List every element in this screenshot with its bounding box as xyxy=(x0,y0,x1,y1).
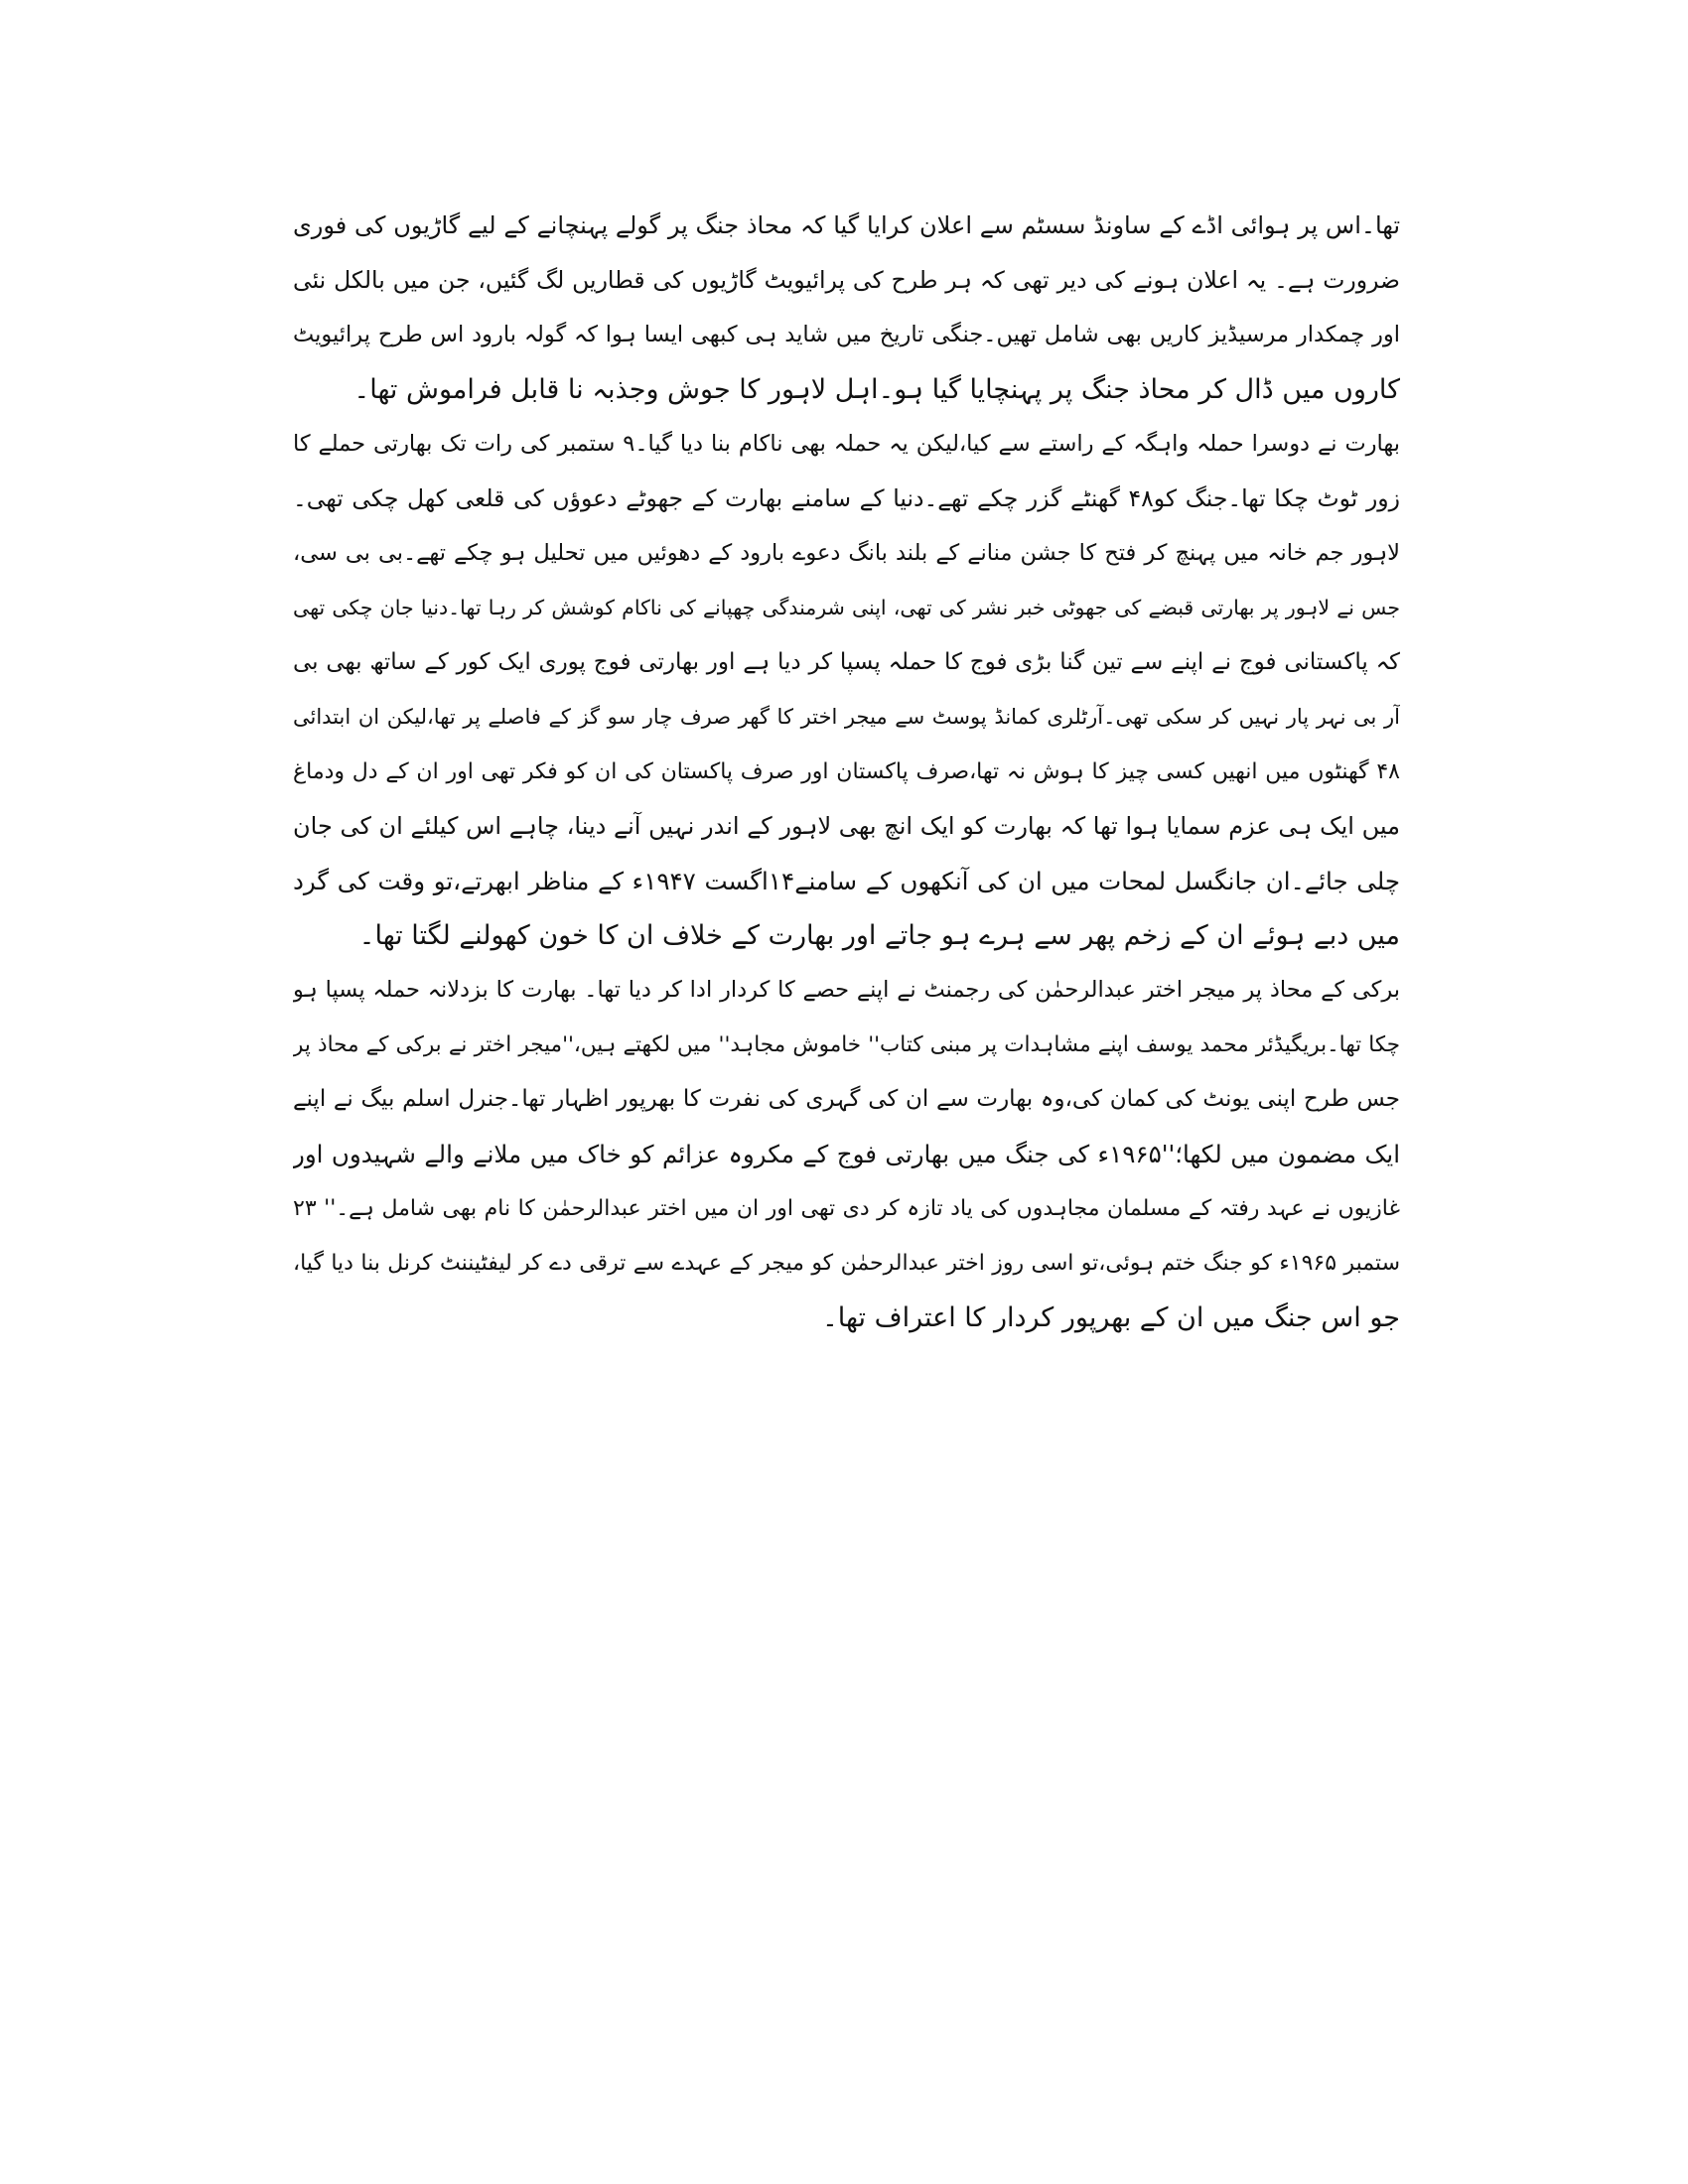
text-line: غازیوں نے عہد رفتہ کے مسلمان مجاہدوں کی یاد تازہ کر دی تھی اور ان میں اختر عبدالرحمٰن کا نام بھی شامل ہے۔'' ۲۳ xyxy=(293,1196,1400,1221)
text-line: ۴۸ گھنٹوں میں انھیں کسی چیز کا ہوش نہ تھا،صرف پاکستان اور صرف پاکستان کی ان کو فکر تھی اور ان کے دل ودماغ xyxy=(293,759,1400,784)
text-line: آر بی نہر پار نہیں کر سکی تھی۔آرٹلری کمانڈ پوسٹ سے میجر اختر کا گھر صرف چار سو گز کے فاصلے پر تھا،لیکن ان ابتدائی xyxy=(293,705,1400,729)
text-line: چلی جائے۔ان جانگسل لمحات میں ان کی آنکھوں کے سامنے۱۴اگست ۱۹۴۷ء کے مناظر ابھرتے،تو وقت کی گرد xyxy=(293,867,1400,895)
text-line: میں ایک ہی عزم سمایا ہوا تھا کہ بھارت کو ایک انچ بھی لاہور کے اندر نہیں آنے دینا، چاہے اس کیلئے ان کی جان xyxy=(293,812,1400,840)
text-line: زور ٹوٹ چکا تھا۔جنگ کو۴۸ گھنٹے گزر چکے تھے۔دنیا کے سامنے بھارت کے جھوٹے دعوؤں کی قلعی کھل چکی تھی۔ xyxy=(293,484,1400,512)
text-line: تھا۔اس پر ہوائی اڈے کے ساونڈ سسٹم سے اعلان کرایا گیا کہ محاذ جنگ پر گولے پہنچانے کے لیے گاڑیوں کی فوری xyxy=(293,211,1400,239)
text-line: چکا تھا۔بریگیڈئر محمد یوسف اپنے مشاہدات پر مبنی کتاب'' خاموش مجاہد'' میں لکھتے ہیں،''میجر اختر نے برکی کے محاذ پر xyxy=(293,1032,1400,1057)
text-line: ستمبر ۱۹۶۵ء کو جنگ ختم ہوئی،تو اسی روز اختر عبدالرحمٰن کو میجر کے عہدے سے ترقی دے کر لیفٹیننٹ کرنل بنا دیا گیا، xyxy=(293,1251,1400,1276)
paragraph-2 xyxy=(293,417,1400,963)
text-line: بھارت نے دوسرا حملہ واہگہ کے راستے سے کیا،لیکن یہ حملہ بھی ناکام بنا دیا گیا۔۹ ستمبر کی رات تک بھارتی حملے کا xyxy=(293,431,1400,457)
body-text xyxy=(293,199,1400,1345)
text-line: جو اس جنگ میں ان کے بھرپور کردار کا اعتراف تھا۔ xyxy=(821,1302,1400,1333)
text-line: ضرورت ہے۔ یہ اعلان ہونے کی دیر تھی کہ ہر طرح کی پرائیویٹ گاڑیوں کی قطاریں لگ گئیں، جن میں بالکل نئی xyxy=(293,266,1400,294)
text-line: ایک مضمون میں لکھا؛''۱۹۶۵ء کی جنگ میں بھارتی فوج کے مکروہ عزائم کو خاک میں ملانے والے شہیدوں اور xyxy=(293,1140,1400,1168)
paragraph-3 xyxy=(293,963,1400,1345)
text-line: برکی کے محاذ پر میجر اختر عبدالرحمٰن کی رجمنٹ نے اپنے حصے کا کردار ادا کر دیا تھا۔ بھارت کا بزدلانہ حملہ پسپا ہو xyxy=(293,977,1400,1003)
paragraph-1 xyxy=(293,199,1400,417)
text-line: جس طرح اپنی یونٹ کی کمان کی،وہ بھارت سے ان کی گہری کی نفرت کا بھرپور اظہار تھا۔جنرل اسلم بیگ نے اپنے xyxy=(293,1086,1400,1112)
text-line: کاروں میں ڈال کر محاذ جنگ پر پہنچایا گیا ہو۔اہل لاہور کا جوش وجذبہ نا قابل فراموش تھا۔ xyxy=(353,374,1400,405)
text-line: کہ پاکستانی فوج نے اپنے سے تین گنا بڑی فوج کا حملہ پسپا کر دیا ہے اور بھارتی فوج پوری ایک کور کے ساتھ بھی بی xyxy=(293,649,1400,675)
text-line: جس نے لاہور پر بھارتی قبضے کی جھوٹی خبر نشر کی تھی، اپنی شرمندگی چھپانے کی ناکام کوشش کر رہا تھا۔دنیا جان چکی تھی xyxy=(293,596,1400,619)
text-line: اور چمکدار مرسیڈیز کاریں بھی شامل تھیں۔جنگی تاریخ میں شاید ہی کبھی ایسا ہوا کہ گولہ بارود اس طرح پرائیویٹ xyxy=(293,322,1400,347)
text-line: میں دبے ہوئے ان کے زخم پھر سے ہرے ہو جاتے اور بھارت کے خلاف ان کا خون کھولنے لگتا تھا۔ xyxy=(358,920,1400,951)
text-line: لاہور جم خانہ میں پہنچ کر فتح کا جشن منانے کے بلند بانگ دعوے بارود کے دھوئیں میں تحلیل ہو چکے تھے۔بی بی سی، xyxy=(293,540,1400,566)
